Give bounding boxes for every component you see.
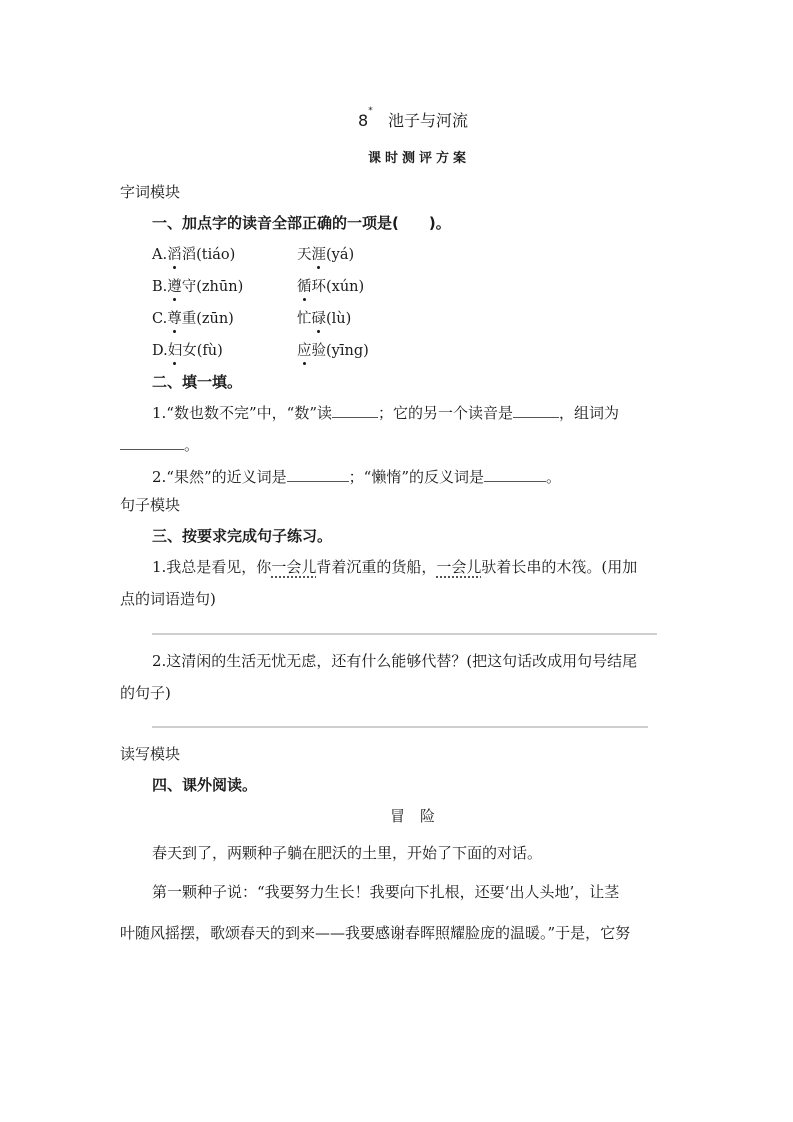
q4-heading: 四、课外阅读。 (152, 776, 258, 794)
word-text: 滔 (181, 247, 197, 263)
lesson-title-text: 池子与河流 (387, 111, 468, 130)
q2-item2-text: ；“懒惰”的反义词是 (348, 468, 484, 486)
answer-blank[interactable] (120, 435, 184, 450)
option-d-word2 (297, 339, 369, 360)
option-letter: D. (152, 343, 168, 359)
answer-line[interactable] (152, 726, 648, 728)
q3-item1-text: 驮着长串的木筏。(用加 (481, 558, 638, 576)
word-text: 天 (297, 247, 312, 263)
answer-blank[interactable] (484, 467, 546, 482)
q3-item2-line2: 的句子) (120, 684, 171, 702)
option-b-word2 (297, 275, 364, 296)
q2-item1 (152, 402, 619, 423)
passage-paragraph-cont: 叶随风摇摆，歌颂春天的到来——我要感谢春晖照耀脸庞的温暖。”于是，它努 (120, 924, 631, 942)
passage-title: 冒 险 (390, 807, 436, 825)
q2-item2-text: 2.“果然”的近义词是 (152, 468, 287, 486)
dotted-char: 妇 (168, 339, 183, 360)
q2-item2 (152, 466, 561, 487)
word-text: 忙 (297, 311, 312, 327)
option-b (152, 275, 243, 296)
answer-blank[interactable] (513, 403, 559, 418)
q3-item1-line2: 点的词语造句) (120, 590, 216, 608)
dotted-char: 尊 (167, 307, 182, 328)
q3-heading: 三、按要求完成句子练习。 (152, 527, 333, 545)
q2-item1-text: 1.“数也数不完”中，“数”读 (152, 404, 332, 422)
q2-heading: 二、填一填。 (152, 373, 243, 391)
option-letter: A. (152, 247, 168, 263)
q3-item1-text: 1.我总是看见，你 (152, 558, 272, 576)
option-c-word2 (297, 307, 351, 328)
word-text: 验 (311, 343, 326, 359)
pinyin: (zūn) (196, 311, 234, 327)
answer-line[interactable] (152, 633, 657, 635)
module-word: 字词模块 (120, 183, 181, 201)
punct: 。 (184, 436, 200, 454)
answer-blank[interactable] (332, 403, 378, 418)
lesson-number: 8 (358, 111, 369, 130)
option-letter: B. (152, 279, 168, 295)
pinyin: (yá) (326, 247, 355, 263)
option-d (152, 339, 223, 360)
passage-paragraph: 第一颗种子说：“我要努力生长！我要向下扎根，还要‘出人头地’，让茎 (152, 883, 620, 901)
pinyin: (lù) (326, 311, 352, 327)
module-reading-writing: 读写模块 (120, 745, 181, 763)
dotted-char: 碌 (312, 307, 327, 328)
dotted-char: 遵 (167, 275, 182, 296)
option-c (152, 307, 234, 328)
dotted-phrase: 一会儿 (436, 558, 482, 576)
pinyin: (fù) (196, 343, 223, 359)
answer-blank[interactable] (287, 467, 349, 482)
q3-item1 (152, 556, 637, 577)
dotted-phrase: 一会儿 (271, 558, 317, 576)
word-text: 守 (181, 279, 197, 295)
punct: 。 (546, 468, 562, 486)
pinyin: (yīng) (326, 343, 369, 359)
page-subtitle: 课时测评方案 (368, 151, 471, 166)
lesson-title (358, 108, 468, 131)
pinyin: (tiáo) (196, 247, 236, 263)
q1-heading: 一、加点字的读音全部正确的一项是( )。 (152, 214, 451, 232)
dotted-char: 涯 (312, 243, 327, 264)
word-text: 环 (311, 279, 326, 295)
q2-item1-text: ；它的另一个读音是 (378, 404, 514, 422)
lesson-mark: * (368, 106, 373, 116)
pinyin: (zhūn) (196, 279, 244, 295)
dotted-char: 滔 (167, 243, 182, 264)
q3-item1-text: 背着沉重的货船， (316, 558, 437, 576)
q3-item2: 2.这清闲的生活无忧无虑，还有什么能够代替？(把这句话改成用句号结尾 (152, 652, 638, 670)
word-text: 女 (182, 343, 197, 359)
pinyin: (xún) (326, 279, 365, 295)
dotted-char: 应 (297, 339, 312, 360)
option-a-word2 (297, 243, 354, 264)
option-a (152, 243, 235, 264)
q2-item1-text: ，组词为 (559, 404, 620, 422)
word-text: 重 (181, 311, 197, 327)
module-sentence: 句子模块 (120, 496, 181, 514)
passage-paragraph: 春天到了，两颗种子躺在肥沃的土里，开始了下面的对话。 (152, 844, 543, 862)
dotted-char: 循 (297, 275, 312, 296)
q2-item1-cont (120, 434, 199, 455)
option-letter: C. (152, 311, 168, 327)
